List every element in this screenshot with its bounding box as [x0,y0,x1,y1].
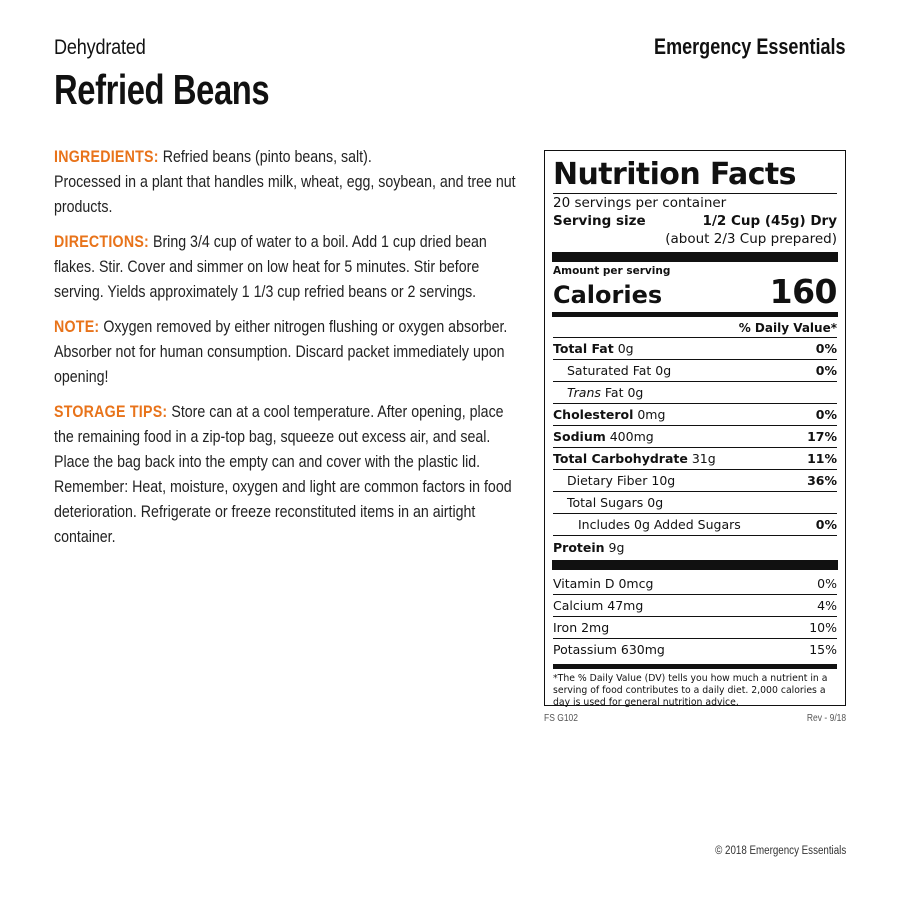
serving-size-row [553,212,837,230]
note-label: NOTE: [54,317,100,336]
fiber-row [553,469,837,491]
copyright-notice: © 2018 Emergency Essentials [714,845,846,857]
product-code: FS G102 [544,713,579,724]
protein-name: Protein [553,540,605,555]
micro-row [553,573,837,594]
ingredients-section [54,144,522,219]
micro-row [553,594,837,616]
sodium-name: Sodium [553,429,606,444]
directions-section [54,229,522,304]
trans-fat-row [553,381,837,403]
total-carb-row [553,447,837,469]
product-title: Refried Beans [54,66,270,113]
product-info-column [54,144,522,559]
micro-name: Calcium 47mg [553,598,644,613]
total-sugars-amount: 0g [643,495,664,510]
saturated-fat-pct: 0% [815,363,837,378]
micro-pct: 10% [809,620,837,635]
calories-value: 160 [769,272,837,311]
serving-size-value: 1/2 Cup (45g) Dry [702,213,837,229]
calories-row [553,272,837,311]
daily-value-footnote: *The % Daily Value (DV) tells you how much a nutrient in a serving of food contributes to a daily diet. 2,000 calories a day is used for general nutrition advice. [553,664,837,709]
micro-name: Iron 2mg [553,620,610,635]
daily-value-header: % Daily Value* [738,321,837,335]
fiber-name: Dietary Fiber [567,473,648,488]
allergen-text: Processed in a plant that handles milk, wheat, egg, soybean, and tree nut products. [54,172,516,216]
sodium-amount: 400mg [605,429,654,444]
cholesterol-row [553,403,837,425]
serving-size-label: Serving size [553,213,646,229]
micro-pct: 15% [809,642,837,657]
total-fat-row [553,337,837,359]
total-sugars-name: Total Sugars [567,495,644,510]
added-sugars-pct: 0% [815,517,837,532]
protein-amount: 9g [604,540,625,555]
nutrition-facts-panel [544,150,846,706]
ingredients-label: INGREDIENTS: [54,147,159,166]
note-text: Oxygen removed by either nitrogen flushing or oxygen absorber. Absorber not for human consumption. Discard packet immediately upon opening! [54,317,508,386]
total-fat-name: Total Fat [553,341,614,356]
storage-label: STORAGE TIPS: [54,402,168,421]
note-section [54,314,522,389]
added-sugars-name: Includes 0g Added Sugars [578,517,741,532]
thick-divider-2 [552,560,838,570]
cholesterol-pct: 0% [815,407,837,422]
saturated-fat-amount: 0g [651,363,672,378]
product-subtitle: Dehydrated [54,36,146,59]
cholesterol-amount: 0mg [633,407,666,422]
revision-code: Rev - 9/18 [806,713,846,724]
micro-row [553,638,837,660]
storage-section [54,399,522,549]
total-fat-pct: 0% [815,341,837,356]
micro-row [553,616,837,638]
total-carb-pct: 11% [807,451,837,466]
medium-divider [552,312,838,317]
directions-text: Bring 3/4 cup of water to a boil. Add 1 cup dried bean flakes. Stir. Cover and simmer on low heat for 5 minutes. Stir before serving. Yields approximately 1 1/3 cup refried beans or 2 servings. [54,232,487,301]
micro-name: Vitamin D 0mcg [553,576,654,591]
ingredients-text: Refried beans (pinto beans, salt). [158,147,372,166]
calories-label: Calories [553,281,663,309]
directions-label: DIRECTIONS: [54,232,150,251]
micro-pct: 4% [817,598,837,613]
trans-fat-amount: 0g [623,385,644,400]
micro-pct: 0% [817,576,837,591]
fiber-pct: 36% [807,473,837,488]
saturated-fat-row [553,359,837,381]
brand-name: Emergency Essentials [654,34,846,59]
thick-divider [552,252,838,262]
amount-per-serving: Amount per serving [553,265,671,277]
saturated-fat-name: Saturated Fat [567,363,652,378]
serving-size-prepared: (about 2/3 Cup prepared) [665,231,837,247]
total-fat-amount: 0g [613,341,634,356]
trans-fat-name-rest: Fat [600,385,624,400]
protein-row [553,535,837,560]
total-carb-amount: 31g [687,451,716,466]
fiber-amount: 10g [647,473,676,488]
added-sugars-row [553,513,837,535]
nutrition-facts-title: Nutrition Facts [553,157,796,192]
micro-name: Potassium 630mg [553,642,665,657]
sodium-row [553,425,837,447]
sodium-pct: 17% [807,429,837,444]
cholesterol-name: Cholesterol [553,407,634,422]
total-sugars-row [553,491,837,513]
trans-fat-name: Trans [567,385,601,400]
total-carb-name: Total Carbohydrate [553,451,688,466]
servings-per-container: 20 servings per container [553,195,727,211]
storage-text: Store can at a cool temperature. After opening, place the remaining food in a zip-top bag, squeeze out excess air, and seal. Place the bag back into the empty can and cover with the plastic lid. Remember: Heat, moisture, oxygen and light are common factors in food deterioration. Refrigerate or freeze reconstituted items in an airtight container. [54,402,512,546]
